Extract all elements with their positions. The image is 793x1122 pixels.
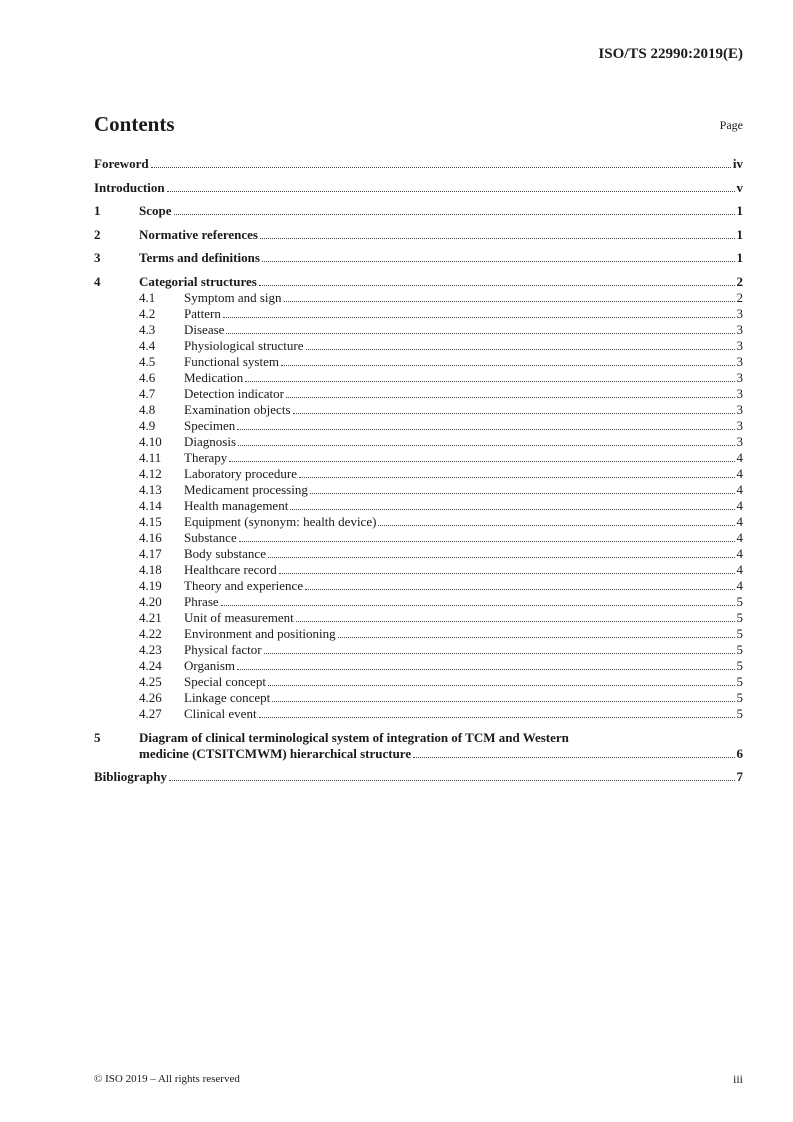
toc-subentry-number: 4.22 [139, 625, 162, 641]
toc-entry-label-line1: Diagram of clinical terminological system of integration of TCM and Western [139, 729, 569, 745]
toc-subentry-number: 4.24 [139, 657, 162, 673]
toc-entry-page: 1 [736, 250, 743, 266]
page-column-label: Page [719, 118, 743, 132]
toc-entry-label: Normative references [139, 226, 258, 242]
toc-subentry-number: 4.26 [139, 689, 162, 705]
leader-dots [167, 191, 735, 192]
toc-subentry-label: Therapy [184, 449, 228, 465]
toc-subentry-label: Laboratory procedure [184, 465, 297, 481]
toc-subentry-number: 4.19 [139, 577, 162, 593]
toc-subentry-label: Linkage concept [184, 689, 271, 705]
leader-dots [378, 525, 734, 526]
toc-subentry-number: 4.25 [139, 673, 162, 689]
toc-subentry-page: 5 [736, 625, 743, 641]
toc-subentry[interactable] [94, 514, 743, 530]
toc-subentry[interactable] [94, 322, 743, 338]
toc-subentry-number: 4.15 [139, 513, 162, 529]
toc-subentry-number: 4.8 [139, 401, 156, 417]
toc-subentry[interactable] [94, 306, 743, 322]
toc-subentry[interactable] [94, 482, 743, 498]
leader-dots [151, 167, 731, 168]
toc-subentry-label: Diagnosis [184, 433, 236, 449]
toc-subentry[interactable] [94, 466, 743, 482]
toc-subentry-page: 4 [736, 545, 743, 561]
leader-dots [296, 621, 735, 622]
toc-subentry[interactable] [94, 386, 743, 402]
toc-entry-number: 1 [94, 203, 101, 219]
toc-subentry-label: Equipment (synonym: health device) [184, 513, 377, 529]
toc-subentry-page: 5 [736, 673, 743, 689]
toc-subentry[interactable] [94, 674, 743, 690]
copyright-notice: © ISO 2019 – All rights reserved [94, 1073, 240, 1085]
leader-dots [259, 717, 735, 718]
toc-subentry-number: 4.21 [139, 609, 162, 625]
toc-subentry-number: 4.3 [139, 321, 156, 337]
page-title: Contents [94, 112, 175, 136]
leader-dots [174, 214, 735, 215]
toc-subentry-label: Clinical event [184, 705, 257, 721]
toc-subentry-page: 4 [736, 577, 743, 593]
toc-subentry-number: 4.7 [139, 385, 156, 401]
toc-entry-label: Bibliography [94, 769, 167, 785]
toc-subentry-page: 3 [736, 385, 743, 401]
toc-subentry-label: Pattern [184, 305, 221, 321]
toc-subentry[interactable] [94, 370, 743, 386]
leader-dots [281, 365, 735, 366]
toc-entry-number: 3 [94, 250, 101, 266]
leader-dots [169, 780, 735, 781]
toc-subentry-number: 4.18 [139, 561, 162, 577]
toc-entry-label: Categorial structures [139, 273, 257, 289]
toc-subentry[interactable] [94, 578, 743, 594]
table-of-contents [94, 156, 743, 793]
toc-subentry-page: 3 [736, 369, 743, 385]
toc-subentry[interactable] [94, 658, 743, 674]
toc-subentry[interactable] [94, 546, 743, 562]
toc-subentry-label: Disease [184, 321, 225, 337]
toc-subentry-page: 5 [736, 657, 743, 673]
toc-subentry-label: Medicament processing [184, 481, 308, 497]
leader-dots [264, 653, 735, 654]
toc-entry-number: 2 [94, 226, 101, 242]
toc-subentry-number: 4.5 [139, 353, 156, 369]
leader-dots [226, 333, 734, 334]
toc-entry-label: Terms and definitions [139, 250, 260, 266]
leader-dots [299, 477, 735, 478]
toc-subentry-number: 4.4 [139, 337, 156, 353]
toc-subentry-number: 4.12 [139, 465, 162, 481]
toc-subentry-label: Environment and positioning [184, 625, 336, 641]
leader-dots [338, 637, 735, 638]
toc-subentry-page: 5 [736, 689, 743, 705]
leader-dots [238, 445, 735, 446]
leader-dots [259, 285, 735, 286]
toc-subentry-page: 5 [736, 609, 743, 625]
toc-subentry-label: Substance [184, 529, 237, 545]
toc-subentry-label: Physical factor [184, 641, 262, 657]
leader-dots [286, 397, 735, 398]
toc-entry-bibliography[interactable] [94, 769, 743, 785]
toc-subentry[interactable] [94, 434, 743, 450]
toc-subentry-page: 4 [736, 449, 743, 465]
toc-entry-page: 6 [736, 745, 743, 761]
toc-entry-introduction[interactable] [94, 180, 743, 196]
toc-subentry-label: Examination objects [184, 401, 291, 417]
document-id: ISO/TS 22990:2019(E) [598, 46, 743, 62]
leader-dots [279, 573, 735, 574]
toc-subentry-label: Healthcare record [184, 561, 277, 577]
toc-entry-number: 5 [94, 729, 101, 745]
toc-subentry-page: 4 [736, 513, 743, 529]
toc-subentry[interactable] [94, 610, 743, 626]
toc-entry-clause-2[interactable] [94, 227, 743, 243]
clause-4-subentries [94, 290, 743, 722]
toc-subentry[interactable] [94, 290, 743, 306]
toc-subentry-label: Specimen [184, 417, 236, 433]
leader-dots [306, 349, 735, 350]
toc-subentry-number: 4.13 [139, 481, 162, 497]
toc-subentry-page: 4 [736, 481, 743, 497]
leader-dots [262, 261, 735, 262]
toc-subentry-label: Symptom and sign [184, 289, 282, 305]
toc-subentry[interactable] [94, 626, 743, 642]
toc-subentry-page: 3 [736, 337, 743, 353]
toc-subentry[interactable] [94, 690, 743, 706]
toc-subentry-page: 5 [736, 641, 743, 657]
toc-subentry[interactable] [94, 418, 743, 434]
toc-subentry-label: Detection indicator [184, 385, 284, 401]
leader-dots [413, 757, 734, 758]
toc-entry-label-line2: medicine (CTSITCMWM) hierarchical structure [139, 745, 412, 761]
leader-dots [260, 238, 735, 239]
toc-subentry-number: 4.9 [139, 417, 156, 433]
toc-subentry[interactable] [94, 594, 743, 610]
toc-entry-page: v [736, 179, 743, 195]
leader-dots [239, 541, 735, 542]
toc-subentry-page: 5 [736, 593, 743, 609]
toc-entry-label: Scope [139, 203, 172, 219]
toc-subentry-page: 3 [736, 353, 743, 369]
leader-dots [268, 557, 735, 558]
toc-subentry-page: 4 [736, 465, 743, 481]
toc-subentry-label: Medication [184, 369, 244, 385]
toc-entry-page: 2 [736, 273, 743, 289]
leader-dots [284, 301, 735, 302]
toc-entry-label: Introduction [94, 179, 165, 195]
leader-dots [268, 685, 735, 686]
toc-subentry[interactable] [94, 450, 743, 466]
toc-subentry-number: 4.27 [139, 705, 162, 721]
toc-subentry-number: 4.2 [139, 305, 156, 321]
toc-subentry-page: 3 [736, 417, 743, 433]
toc-subentry[interactable] [94, 402, 743, 418]
toc-subentry-label: Health management [184, 497, 289, 513]
toc-subentry-page: 4 [736, 497, 743, 513]
toc-subentry[interactable] [94, 562, 743, 578]
toc-subentry[interactable] [94, 338, 743, 354]
page-number: iii [732, 1072, 743, 1086]
toc-entry-page: iv [732, 156, 743, 171]
toc-subentry-number: 4.17 [139, 545, 162, 561]
toc-subentry-label: Special concept [184, 673, 266, 689]
toc-subentry-label: Organism [184, 657, 236, 673]
toc-entry-foreword[interactable] [94, 156, 743, 172]
toc-subentry-page: 3 [736, 401, 743, 417]
leader-dots [305, 589, 734, 590]
toc-subentry-number: 4.10 [139, 433, 162, 449]
leader-dots [245, 381, 734, 382]
toc-subentry-number: 4.14 [139, 497, 162, 513]
toc-subentry-label: Physiological structure [184, 337, 304, 353]
leader-dots [237, 669, 734, 670]
toc-subentry[interactable] [94, 354, 743, 370]
toc-subentry-number: 4.20 [139, 593, 162, 609]
toc-entry-clause-5[interactable] [94, 730, 743, 762]
toc-entry-clause-4[interactable] [94, 274, 743, 290]
toc-subentry-label: Functional system [184, 353, 279, 369]
leader-dots [272, 701, 734, 702]
leader-dots [310, 493, 735, 494]
toc-entry-page: 7 [736, 769, 743, 785]
toc-subentry-page: 3 [736, 433, 743, 449]
leader-dots [293, 413, 735, 414]
toc-subentry-number: 4.11 [139, 449, 162, 465]
toc-subentry-number: 4.6 [139, 369, 156, 385]
toc-subentry[interactable] [94, 642, 743, 658]
toc-subentry-label: Unit of measurement [184, 609, 294, 625]
toc-subentry[interactable] [94, 706, 743, 722]
toc-subentry-page: 2 [736, 289, 743, 305]
toc-subentry-label: Phrase [184, 593, 219, 609]
leader-dots [221, 605, 735, 606]
toc-subentry-page: 3 [736, 305, 743, 321]
toc-entry-clause-1[interactable] [94, 203, 743, 219]
toc-subentry-number: 4.1 [139, 289, 156, 305]
leader-dots [290, 509, 734, 510]
leader-dots [237, 429, 734, 430]
toc-entry-page: 1 [736, 203, 743, 219]
toc-subentry-page: 4 [736, 561, 743, 577]
toc-entry-number: 4 [94, 273, 101, 289]
toc-subentry-label: Body substance [184, 545, 266, 561]
toc-entry-clause-3[interactable] [94, 250, 743, 266]
leader-dots [229, 461, 734, 462]
toc-subentry-page: 5 [736, 705, 743, 721]
toc-entry-page: 1 [736, 226, 743, 242]
toc-subentry-label: Theory and experience [184, 577, 304, 593]
toc-subentry[interactable] [94, 530, 743, 546]
toc-entry-label: Foreword [94, 156, 149, 171]
toc-subentry-page: 4 [736, 529, 743, 545]
toc-subentry-number: 4.23 [139, 641, 162, 657]
leader-dots [223, 317, 735, 318]
toc-subentry-number: 4.16 [139, 529, 162, 545]
toc-subentry-page: 3 [736, 321, 743, 337]
toc-subentry[interactable] [94, 498, 743, 514]
